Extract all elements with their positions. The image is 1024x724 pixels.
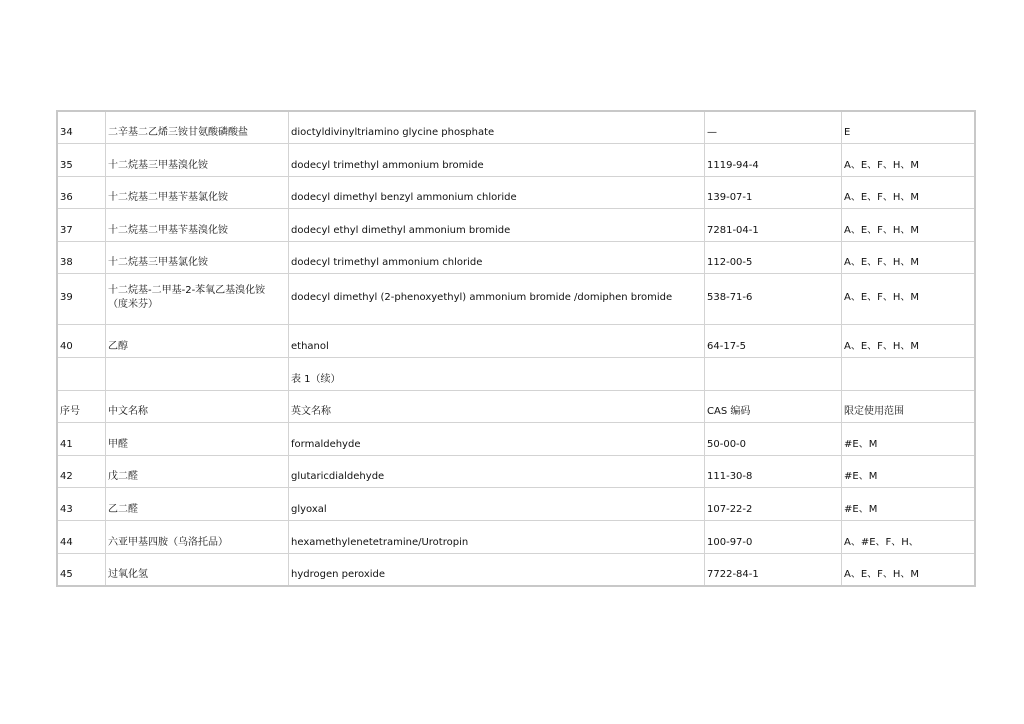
header-cas: CAS 编码	[705, 390, 842, 423]
chinese-name: 乙二醛	[106, 488, 289, 521]
header-chinese-name: 中文名称	[106, 390, 289, 423]
cas-number: 7722-84-1	[705, 553, 842, 586]
usage-scope: A、E、F、H、M	[842, 176, 976, 209]
row-number: 42	[57, 455, 106, 488]
usage-scope: A、#E、F、H、	[842, 521, 976, 554]
cas-number: 112-00-5	[705, 241, 842, 274]
row-number: 40	[57, 325, 106, 358]
english-name: glyoxal	[289, 488, 705, 521]
cas-number: 107-22-2	[705, 488, 842, 521]
chinese-name: 十二烷基二甲基苄基氯化铵	[106, 176, 289, 209]
chinese-name	[106, 274, 289, 325]
english-name: dodecyl trimethyl ammonium chloride	[289, 241, 705, 274]
chinese-name: 过氧化氢	[106, 553, 289, 586]
cas-number: 538-71-6	[705, 274, 842, 325]
chinese-name: 十二烷基三甲基溴化铵	[106, 144, 289, 177]
table-row	[57, 111, 975, 144]
cas-number: 64-17-5	[705, 325, 842, 358]
cas-number: 7281-04-1	[705, 209, 842, 242]
english-name: formaldehyde	[289, 423, 705, 456]
table-row	[57, 209, 975, 242]
header-scope: 限定使用范围	[842, 390, 976, 423]
usage-scope: #E、M	[842, 455, 976, 488]
row-number: 44	[57, 521, 106, 554]
usage-scope: A、E、F、H、M	[842, 553, 976, 586]
table-row	[57, 325, 975, 358]
cas-number: —	[705, 111, 842, 144]
chinese-name: 六亚甲基四胺（乌洛托品）	[106, 521, 289, 554]
cas-number: 139-07-1	[705, 176, 842, 209]
usage-scope: A、E、F、H、M	[842, 325, 976, 358]
row-number: 39	[57, 274, 106, 325]
usage-scope: #E、M	[842, 423, 976, 456]
row-number: 43	[57, 488, 106, 521]
english-name: dodecyl trimethyl ammonium bromide	[289, 144, 705, 177]
table-row	[57, 144, 975, 177]
cas-number: 1119-94-4	[705, 144, 842, 177]
row-number: 45	[57, 553, 106, 586]
empty-cell	[106, 358, 289, 391]
english-name: dodecyl dimethyl benzyl ammonium chloride	[289, 176, 705, 209]
chinese-name: 甲醛	[106, 423, 289, 456]
chinese-name-line-2: （度米芬）	[108, 298, 158, 310]
english-name: hexamethylenetetramine/Urotropin	[289, 521, 705, 554]
usage-scope: E	[842, 111, 976, 144]
header-english-name: 英文名称	[289, 390, 705, 423]
row-number: 36	[57, 176, 106, 209]
chinese-name: 戊二醛	[106, 455, 289, 488]
usage-scope: A、E、F、H、M	[842, 241, 976, 274]
table-row	[57, 423, 975, 456]
usage-scope: A、E、F、H、M	[842, 144, 976, 177]
row-number: 34	[57, 111, 106, 144]
cas-number: 100-97-0	[705, 521, 842, 554]
substance-table	[56, 110, 976, 587]
table-row	[57, 241, 975, 274]
usage-scope: A、E、F、H、M	[842, 209, 976, 242]
chinese-name: 乙醇	[106, 325, 289, 358]
row-number: 37	[57, 209, 106, 242]
empty-cell	[842, 358, 976, 391]
chinese-name-line-1: 十二烷基-二甲基-2-苯氧乙基溴化铵	[108, 284, 266, 296]
header-number: 序号	[57, 390, 106, 423]
table-row	[57, 176, 975, 209]
english-name: hydrogen peroxide	[289, 553, 705, 586]
chinese-name: 十二烷基二甲基苄基溴化铵	[106, 209, 289, 242]
english-name: dodecyl dimethyl (2-phenoxyethyl) ammonium bromide /domiphen bromide	[289, 274, 705, 325]
chinese-name: 十二烷基三甲基氯化铵	[106, 241, 289, 274]
cas-number: 111-30-8	[705, 455, 842, 488]
header-row	[57, 390, 975, 423]
usage-scope: A、E、F、H、M	[842, 274, 976, 325]
table-row	[57, 488, 975, 521]
english-name: glutaricdialdehyde	[289, 455, 705, 488]
row-number: 41	[57, 423, 106, 456]
caption-row	[57, 358, 975, 391]
empty-cell	[705, 358, 842, 391]
usage-scope: #E、M	[842, 488, 976, 521]
table-caption: 表 1（续）	[289, 358, 705, 391]
row-number: 38	[57, 241, 106, 274]
english-name: dodecyl ethyl dimethyl ammonium bromide	[289, 209, 705, 242]
empty-cell	[57, 358, 106, 391]
table-row	[57, 521, 975, 554]
table-row	[57, 553, 975, 586]
english-name: ethanol	[289, 325, 705, 358]
english-name: dioctyldivinyltriamino glycine phosphate	[289, 111, 705, 144]
chinese-name: 二辛基二乙烯三铵甘氨酸磷酸盐	[106, 111, 289, 144]
row-number: 35	[57, 144, 106, 177]
cas-number: 50-00-0	[705, 423, 842, 456]
table-row	[57, 274, 975, 325]
table-row	[57, 455, 975, 488]
